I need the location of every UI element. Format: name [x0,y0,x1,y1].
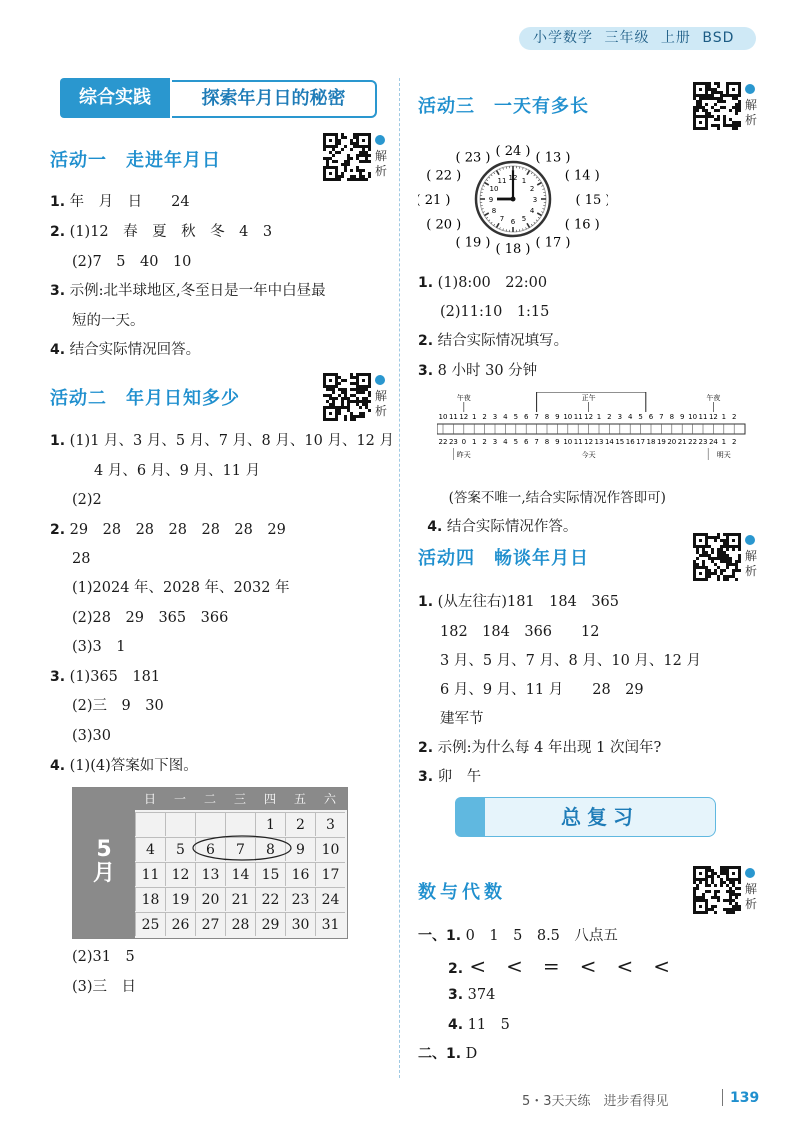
act4-line-text: (从左往右)181 184 365 [433,594,620,610]
clock-numeral: 8 [491,207,497,215]
weekday-label: 五 [293,792,306,806]
act2-line [72,608,228,628]
calendar-day: 26 [165,912,195,936]
clock-hour-label: ( 22 ) [426,168,462,184]
weekday-label: 四 [263,792,276,806]
act3-title: 活动三 一天有多长 [418,96,589,117]
review-banner-title: 总复习 [485,797,716,837]
clock-numeral: 9 [488,196,494,204]
calendar-day: 2 [285,812,315,836]
clock-hour-label: ( 20 ) [426,217,462,233]
act2-after-line: (2)31 5 [72,949,135,965]
act3-line [418,273,547,293]
act2-line [50,756,198,776]
act2-line-text: (3)30 [72,728,111,744]
shudai-line [448,956,670,979]
qr-code-icon[interactable] [323,373,371,421]
clock-numeral: 5 [521,215,527,224]
calendar-day: 28 [225,912,255,936]
timeline-top-tick: 9 [679,413,685,421]
act1-line [72,252,191,272]
act2-line-text: (1)2024 年、2028 年、2032 年 [72,580,290,596]
play-icon [745,868,755,878]
timeline-top-tick: 6 [523,413,529,421]
calendar-day: 27 [195,912,225,936]
timeline-bottom-tick: 23 [448,438,458,446]
timeline-top-tick: 12 [584,413,594,421]
timeline-bottom-tick: 19 [656,438,666,446]
act1-line [50,340,200,360]
timeline-top-tick: 2 [607,413,612,421]
act3-item-number: 3. [418,363,434,379]
timeline-top-tick: 2 [731,413,737,421]
act1-item-number: 3. [50,283,66,299]
clock-numeral: 2 [529,185,535,193]
timeline-bottom-tick: 0 [461,438,467,446]
timeline-top-label: 午夜 [706,394,721,402]
qr-block[interactable] [323,373,389,425]
act4-line [440,651,701,671]
act2-line-text: (1)(4)答案如下图。 [65,758,198,774]
act2-title: 活动二 年月日知多少 [50,388,240,409]
shudai-title: 数与代数 [418,882,506,903]
act4-line-text: 示例:为什么每 4 年出现 1 次闰年? [433,740,662,756]
act1-line-text: 示例:北半球地区,冬至日是一年中白昼最 [65,283,326,299]
shudai-item-number: 一、1. [418,928,462,944]
act3-item-number: 2. [418,333,434,349]
shudai-line-text: < < = < < < [463,954,670,978]
calendar-day: 1 [255,812,285,836]
calendar-day: 25 [135,912,165,936]
act1-line-text: 短的一天。 [72,313,145,329]
shudai-line [418,926,618,946]
shudai-line-text: 374 [463,987,496,1003]
timeline-top-tick: 7 [659,413,664,421]
shudai-line-text: D [461,1046,478,1062]
qr-label-1: 解 [375,149,388,163]
timeline-top-tick: 5 [638,413,643,421]
timeline-bottom-tick: 16 [625,438,635,446]
clock-numeral: 6 [510,218,516,226]
timeline-svg [437,392,747,462]
clock-hour-label: ( 19 ) [455,235,491,251]
timeline-bottom-tick: 11 [573,438,583,446]
act2-line-text: (1)1 月、3 月、5 月、7 月、8 月、10 月、12 月 [65,433,395,449]
act2-line [72,696,164,716]
qr-block[interactable] [323,133,389,185]
act4-item-number: 2. [418,740,434,756]
shudai-line [448,1015,510,1035]
timeline-top-tick: 4 [627,413,633,421]
act3-note-text: (答案不唯一,结合实际情况作答即可) [448,490,666,506]
timeline-bottom-tick: 18 [646,438,656,446]
shudai-line-text: 11 5 [463,1017,510,1033]
calendar-day: 3 [315,812,345,836]
qr-code-icon[interactable] [323,133,371,181]
act3-line-text: (2)11:10 1:15 [440,304,550,320]
timeline-top-tick: 1 [721,413,727,421]
act4-title: 活动四 畅谈年月日 [418,548,589,569]
act1-line [50,192,190,212]
timeline-top-tick: 7 [534,413,539,421]
footer-brand: 5・3天天练 进步看得见 [522,1094,669,1109]
act1-line [72,311,145,331]
act4-line [418,767,481,787]
timeline-bottom-tick: 1 [721,438,727,446]
qr-label-1: 解 [745,882,758,896]
qr-label-2: 析 [375,404,388,418]
timeline-top-tick: 10 [688,413,698,421]
act1-item-number: 4. [50,342,66,358]
clock-svg [418,140,608,260]
act2-line-text: (3)3 1 [72,639,126,655]
timeline-bottom-tick: 6 [523,438,529,446]
shudai-line [448,985,495,1005]
act2-line [72,637,126,657]
calendar-day: 13 [195,862,225,886]
act3-line [440,302,549,322]
play-icon [375,135,385,145]
calendar-day: 31 [315,912,345,936]
act1-line-text: 结合实际情况回答。 [65,342,201,358]
calendar-day: 19 [165,887,195,911]
timeline-day-label: 明天 [716,451,731,459]
qr-block[interactable] [693,82,759,134]
clock-numeral: 4 [529,207,535,215]
act2-line-text: (2)2 [72,492,102,508]
clock-hour-label: ( 18 ) [495,242,531,257]
calendar-day [225,812,255,836]
timeline-bottom-tick: 23 [698,438,708,446]
act2-line-text: (1)365 181 [65,669,161,685]
act2-line-text: 4 月、6 月、9 月、11 月 [94,463,261,479]
act1-line [50,222,272,242]
act2-line [50,667,160,687]
calendar-day: 6 [195,837,225,861]
timeline-top-tick: 11 [698,413,708,421]
act3-item-4-number: 4. [427,519,443,535]
act2-line-text: (2)28 29 365 366 [72,610,229,626]
act3-line [418,331,568,351]
shudai-line [418,1044,477,1064]
play-icon [745,84,755,94]
calendar-day: 11 [135,862,165,886]
timeline-top-tick: 12 [708,413,718,421]
act2-line [72,726,111,746]
calendar-day: 29 [255,912,285,936]
timeline-bottom-tick: 15 [615,438,625,446]
clock-hour-label: ( 24 ) [495,144,531,159]
calendar-day: 9 [285,837,315,861]
act2-item-number: 2. [50,522,66,538]
timeline-top-tick: 10 [438,413,448,421]
timeline-bottom-tick: 2 [731,438,737,446]
calendar-day: 12 [165,862,195,886]
clock-hour-label: ( 15 ) [575,193,608,208]
calendar-month-number: 5 [96,837,112,862]
act1-line-text: (2)7 5 40 10 [72,254,192,270]
may-calendar [72,787,348,939]
act2-item-number: 3. [50,669,66,685]
timeline-bottom-tick: 10 [563,438,573,446]
calendar-day: 30 [285,912,315,936]
circled-dates-ellipse [191,834,293,862]
timeline-bottom-tick: 1 [471,438,477,446]
timeline-top-label: 午夜 [456,394,471,402]
qr-block[interactable] [693,533,759,585]
timeline-bottom-tick: 22 [438,438,448,446]
act2-line-text: 28 [72,551,91,567]
calendar-weekday-header [135,788,347,810]
act2-after-line: (3)三 日 [72,979,137,995]
timeline-diagram [437,392,747,462]
timeline-bottom-tick: 3 [492,438,498,446]
clock-hour-label: ( 16 ) [564,217,600,233]
timeline-top-tick: 8 [669,413,675,421]
clock-numeral: 3 [532,196,538,204]
act2-item-number: 1. [50,433,66,449]
weekday-label: 一 [173,792,186,806]
act3-line-text: 结合实际情况填写。 [433,333,569,349]
timeline-bar [437,424,745,434]
timeline-top-tick: 4 [503,413,508,421]
calendar-day: 14 [225,862,255,886]
calendar-side-panel [73,788,135,938]
act1-item-number: 1. [50,194,66,210]
timeline-top-tick: 6 [648,413,654,421]
calendar-day: 16 [285,862,315,886]
act2-line-text: 29 28 28 28 28 28 29 [65,522,286,538]
footer-separator [722,1089,723,1106]
calendar-day: 5 [165,837,195,861]
calendar-day: 4 [135,837,165,861]
act4-item-number: 3. [418,769,434,785]
clock-numeral: 7 [499,215,505,224]
review-banner-block [455,797,485,837]
weekday-label: 三 [233,792,246,806]
act4-line [440,709,484,729]
page-number: 139 [730,1090,760,1106]
timeline-bottom-tick: 21 [677,438,687,446]
timeline-bottom-tick: 7 [534,438,539,446]
timeline-top-tick: 10 [563,413,573,421]
clock-numeral: 10 [489,185,499,193]
act1-title: 活动一 走进年月日 [50,150,221,171]
calendar-day: 17 [315,862,345,886]
calendar-day: 22 [255,887,285,911]
clock-hour-label: ( 23 ) [455,150,491,166]
qr-label-2: 析 [375,164,388,178]
qr-label-1: 解 [745,549,758,563]
calendar-month-char: 月 [92,861,115,886]
qr-label-2: 析 [745,113,758,127]
topic-banner [60,78,378,118]
timeline-bottom-tick: 4 [503,438,508,446]
calendar-day: 18 [135,887,165,911]
calendar-day [135,812,165,836]
qr-label-2: 析 [745,564,758,578]
calendar-day: 8 [255,837,285,861]
timeline-bottom-tick: 17 [636,438,646,446]
act1-line-text: 年 月 日 24 [65,194,190,210]
calendar-day: 20 [195,887,225,911]
act4-line-text: 卯 午 [433,769,482,785]
shudai-item-number: 4. [448,1017,464,1033]
act1-line [50,281,326,301]
timeline-bottom-tick: 13 [594,438,604,446]
act4-line-text: 3 月、5 月、7 月、8 月、10 月、12 月 [440,653,701,669]
qr-label-1: 解 [745,98,758,112]
timeline-day-label: 昨天 [456,451,471,459]
act3-item-4 [418,497,577,537]
calendar-day: 7 [225,837,255,861]
timeline-bottom-tick: 2 [482,438,487,446]
timeline-top-tick: 5 [513,413,519,421]
timeline-top-tick: 9 [555,413,560,421]
header-badge: 小学数学 三年级 上册 BSD [519,27,756,50]
act2-line [72,578,290,598]
clock-diagram [418,140,608,260]
timeline-top-tick: 1 [471,413,477,421]
timeline-bottom-tick: 8 [544,438,550,446]
act2-line [72,490,102,510]
act2-line [50,431,394,451]
act4-line [440,622,599,642]
weekday-label: 六 [323,792,336,806]
calendar-day: 23 [285,887,315,911]
clock-hour-label: ( 14 ) [564,168,600,184]
clock-numeral: 11 [497,176,507,185]
qr-block[interactable] [693,866,759,918]
timeline-bottom-tick: 5 [513,438,519,446]
calendar-day: 21 [225,887,255,911]
act2-line [72,549,90,569]
act2-line-text: (2)三 9 30 [72,698,164,714]
qr-label-1: 解 [375,389,388,403]
act3-item-4-text: 结合实际情况作答。 [442,519,578,535]
timeline-top-tick: 2 [482,413,487,421]
play-icon [375,375,385,385]
clock-hour-label: ( 13 ) [535,150,571,166]
act2-line [94,461,260,481]
shudai-item-number: 2. [448,961,464,977]
clock-hour-label: ( 17 ) [535,235,571,251]
review-banner [455,797,717,837]
timeline-bottom-tick: 20 [667,438,677,446]
shudai-item-number: 二、1. [418,1046,462,1062]
act2-line [50,520,286,540]
timeline-bottom-tick: 24 [708,438,718,446]
qr-code-icon[interactable] [693,533,741,581]
timeline-bottom-tick: 14 [604,438,614,446]
timeline-bottom-tick: 12 [584,438,594,446]
timeline-top-tick: 3 [617,413,623,421]
act4-line-text: 182 184 366 12 [440,624,600,640]
act3-line-text: 8 小时 30 分钟 [433,363,538,379]
calendar-day: 15 [255,862,285,886]
timeline-top-tick: 8 [544,413,550,421]
timeline-top-tick: 11 [448,413,458,421]
clock-center [511,197,516,202]
shudai-line-text: 0 1 5 8.5 八点五 [461,928,618,944]
timeline-bottom-tick: 22 [688,438,698,446]
play-icon [745,535,755,545]
banner-right-title: 探索年月日的秘密 [172,80,377,118]
timeline-top-label: 正午 [581,394,596,402]
act4-item-number: 1. [418,594,434,610]
weekday-label: 二 [203,792,216,806]
qr-code-icon[interactable] [693,82,741,130]
shudai-item-number: 3. [448,987,464,1003]
act3-line [418,361,537,381]
act4-line [418,738,661,758]
act2-item-number: 4. [50,758,66,774]
calendar-day [165,812,195,836]
calendar-day: 10 [315,837,345,861]
calendar-day: 24 [315,887,345,911]
timeline-bottom-tick: 9 [555,438,560,446]
act1-item-number: 2. [50,224,66,240]
weekday-label: 日 [143,792,156,806]
qr-label-2: 析 [745,897,758,911]
qr-code-icon[interactable] [693,866,741,914]
clock-numeral: 12 [508,174,518,182]
timeline-day-label: 今天 [581,451,596,459]
column-divider [399,78,400,1078]
clock-numeral: 1 [521,176,527,185]
calendar-day [195,812,225,836]
act4-line-text: 6 月、9 月、11 月 28 29 [440,682,644,698]
banner-left-label: 综合实践 [60,78,170,118]
act4-line [440,680,644,700]
act1-line-text: (1)12 春 夏 秋 冬 4 3 [65,224,273,240]
act4-line-text: 建军节 [440,711,484,727]
timeline-top-tick: 12 [459,413,469,421]
timeline-top-tick: 11 [573,413,583,421]
act3-item-number: 1. [418,275,434,291]
timeline-top-tick: 3 [492,413,498,421]
timeline-top-tick: 1 [596,413,602,421]
clock-hour-label: ( 21 ) [418,193,451,208]
act3-line-text: (1)8:00 22:00 [433,275,548,291]
act4-line [418,592,619,612]
